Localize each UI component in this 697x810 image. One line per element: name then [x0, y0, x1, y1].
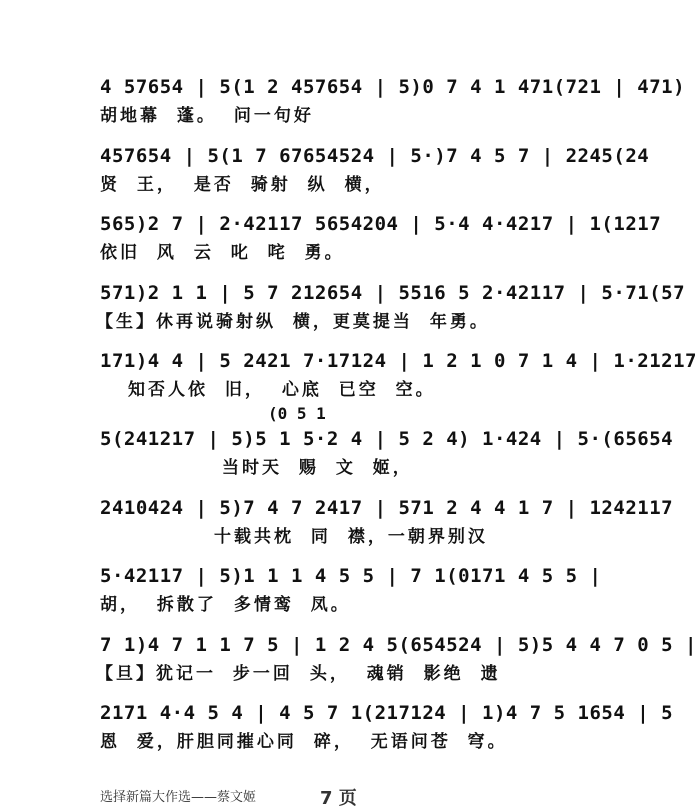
lyrics-line-2: 贤 王， 是否 骑射 纵 横，	[100, 175, 385, 195]
notation-line-6: 5(241217 | 5)5 1 5·2 4 | 5 2 4) 1·424 | 5·(65654	[100, 428, 674, 450]
notation-line-3: 565)2 7 | 2·42117 5654204 | 5·4 4·4217 | 1(1217	[100, 213, 662, 235]
lyrics-line-9: 【旦】犹记一 步一回 头， 魂销 影绝 遗	[96, 664, 501, 684]
score-line-2	[0, 141, 650, 203]
lyrics-line-1: 胡地幕 蓬。 问一句好	[100, 106, 314, 126]
notation-line-7: 2410424 | 5)7 4 7 2417 | 571 2 4 4 1 7 | 1242117	[100, 497, 674, 519]
lyrics-line-5: 知否人依 旧， 心底 已空 空。	[128, 380, 436, 400]
notation-line-4: 571)2 1 1 | 5 7 212654 | 5516 5 2·42117 | 5·71(57	[100, 282, 686, 304]
score-line-7	[0, 493, 674, 555]
notation-line-2: 457654 | 5(1 7 67654524 | 5·)7 4 5 7 | 2245(24	[100, 145, 650, 167]
notation-line-9: 7 1)4 7 1 1 7 5 | 1 2 4 5(654524 | 5)5 4 4 7 0 5 |	[100, 634, 697, 656]
page-footer	[100, 786, 540, 809]
notation-annotation: (0 5 1	[268, 404, 326, 423]
score-line-1	[0, 72, 686, 134]
lyrics-line-7: 十载共枕 同 襟，一朝界别汉	[214, 527, 488, 547]
lyrics-line-4: 【生】休再说骑射纵 横，更莫提当 年勇。	[96, 312, 490, 332]
notation-line-1: 4 57654 | 5(1 2 457654 | 5)0 7 4 1 471(721 | 471)	[100, 76, 686, 98]
score-line-6	[0, 424, 674, 486]
score-line-9	[0, 630, 697, 692]
score-line-3	[0, 209, 662, 271]
score-line-5	[0, 346, 697, 408]
lyrics-line-10: 恩 爱，肝胆同摧心同 碎， 无语问苍 穹。	[100, 732, 508, 752]
footer-text: 选择新篇大作选——蔡文姬	[100, 790, 257, 805]
lyrics-line-6: 当时天 赐 文 姬，	[222, 458, 413, 478]
notation-line-10: 2171 4·4 5 4 | 4 5 7 1(217124 | 1)4 7 5 1654 | 5	[100, 702, 674, 724]
lyrics-line-8: 胡， 拆散了 多情鸾 凤。	[100, 595, 351, 615]
lyrics-line-3: 依旧 风 云 叱 咤 勇。	[100, 243, 345, 263]
page-number: 7 页	[320, 788, 357, 809]
notation-line-5: 171)4 4 | 5 2421 7·17124 | 1 2 1 0 7 1 4 | 1·21217	[100, 350, 697, 372]
score-line-10	[0, 698, 674, 760]
score-line-8	[0, 561, 633, 623]
notation-line-8: 5·42117 | 5)1 1 1 4 5 5 | 7 1(0171 4 5 5 |	[100, 565, 602, 587]
score-line-4	[0, 278, 686, 340]
